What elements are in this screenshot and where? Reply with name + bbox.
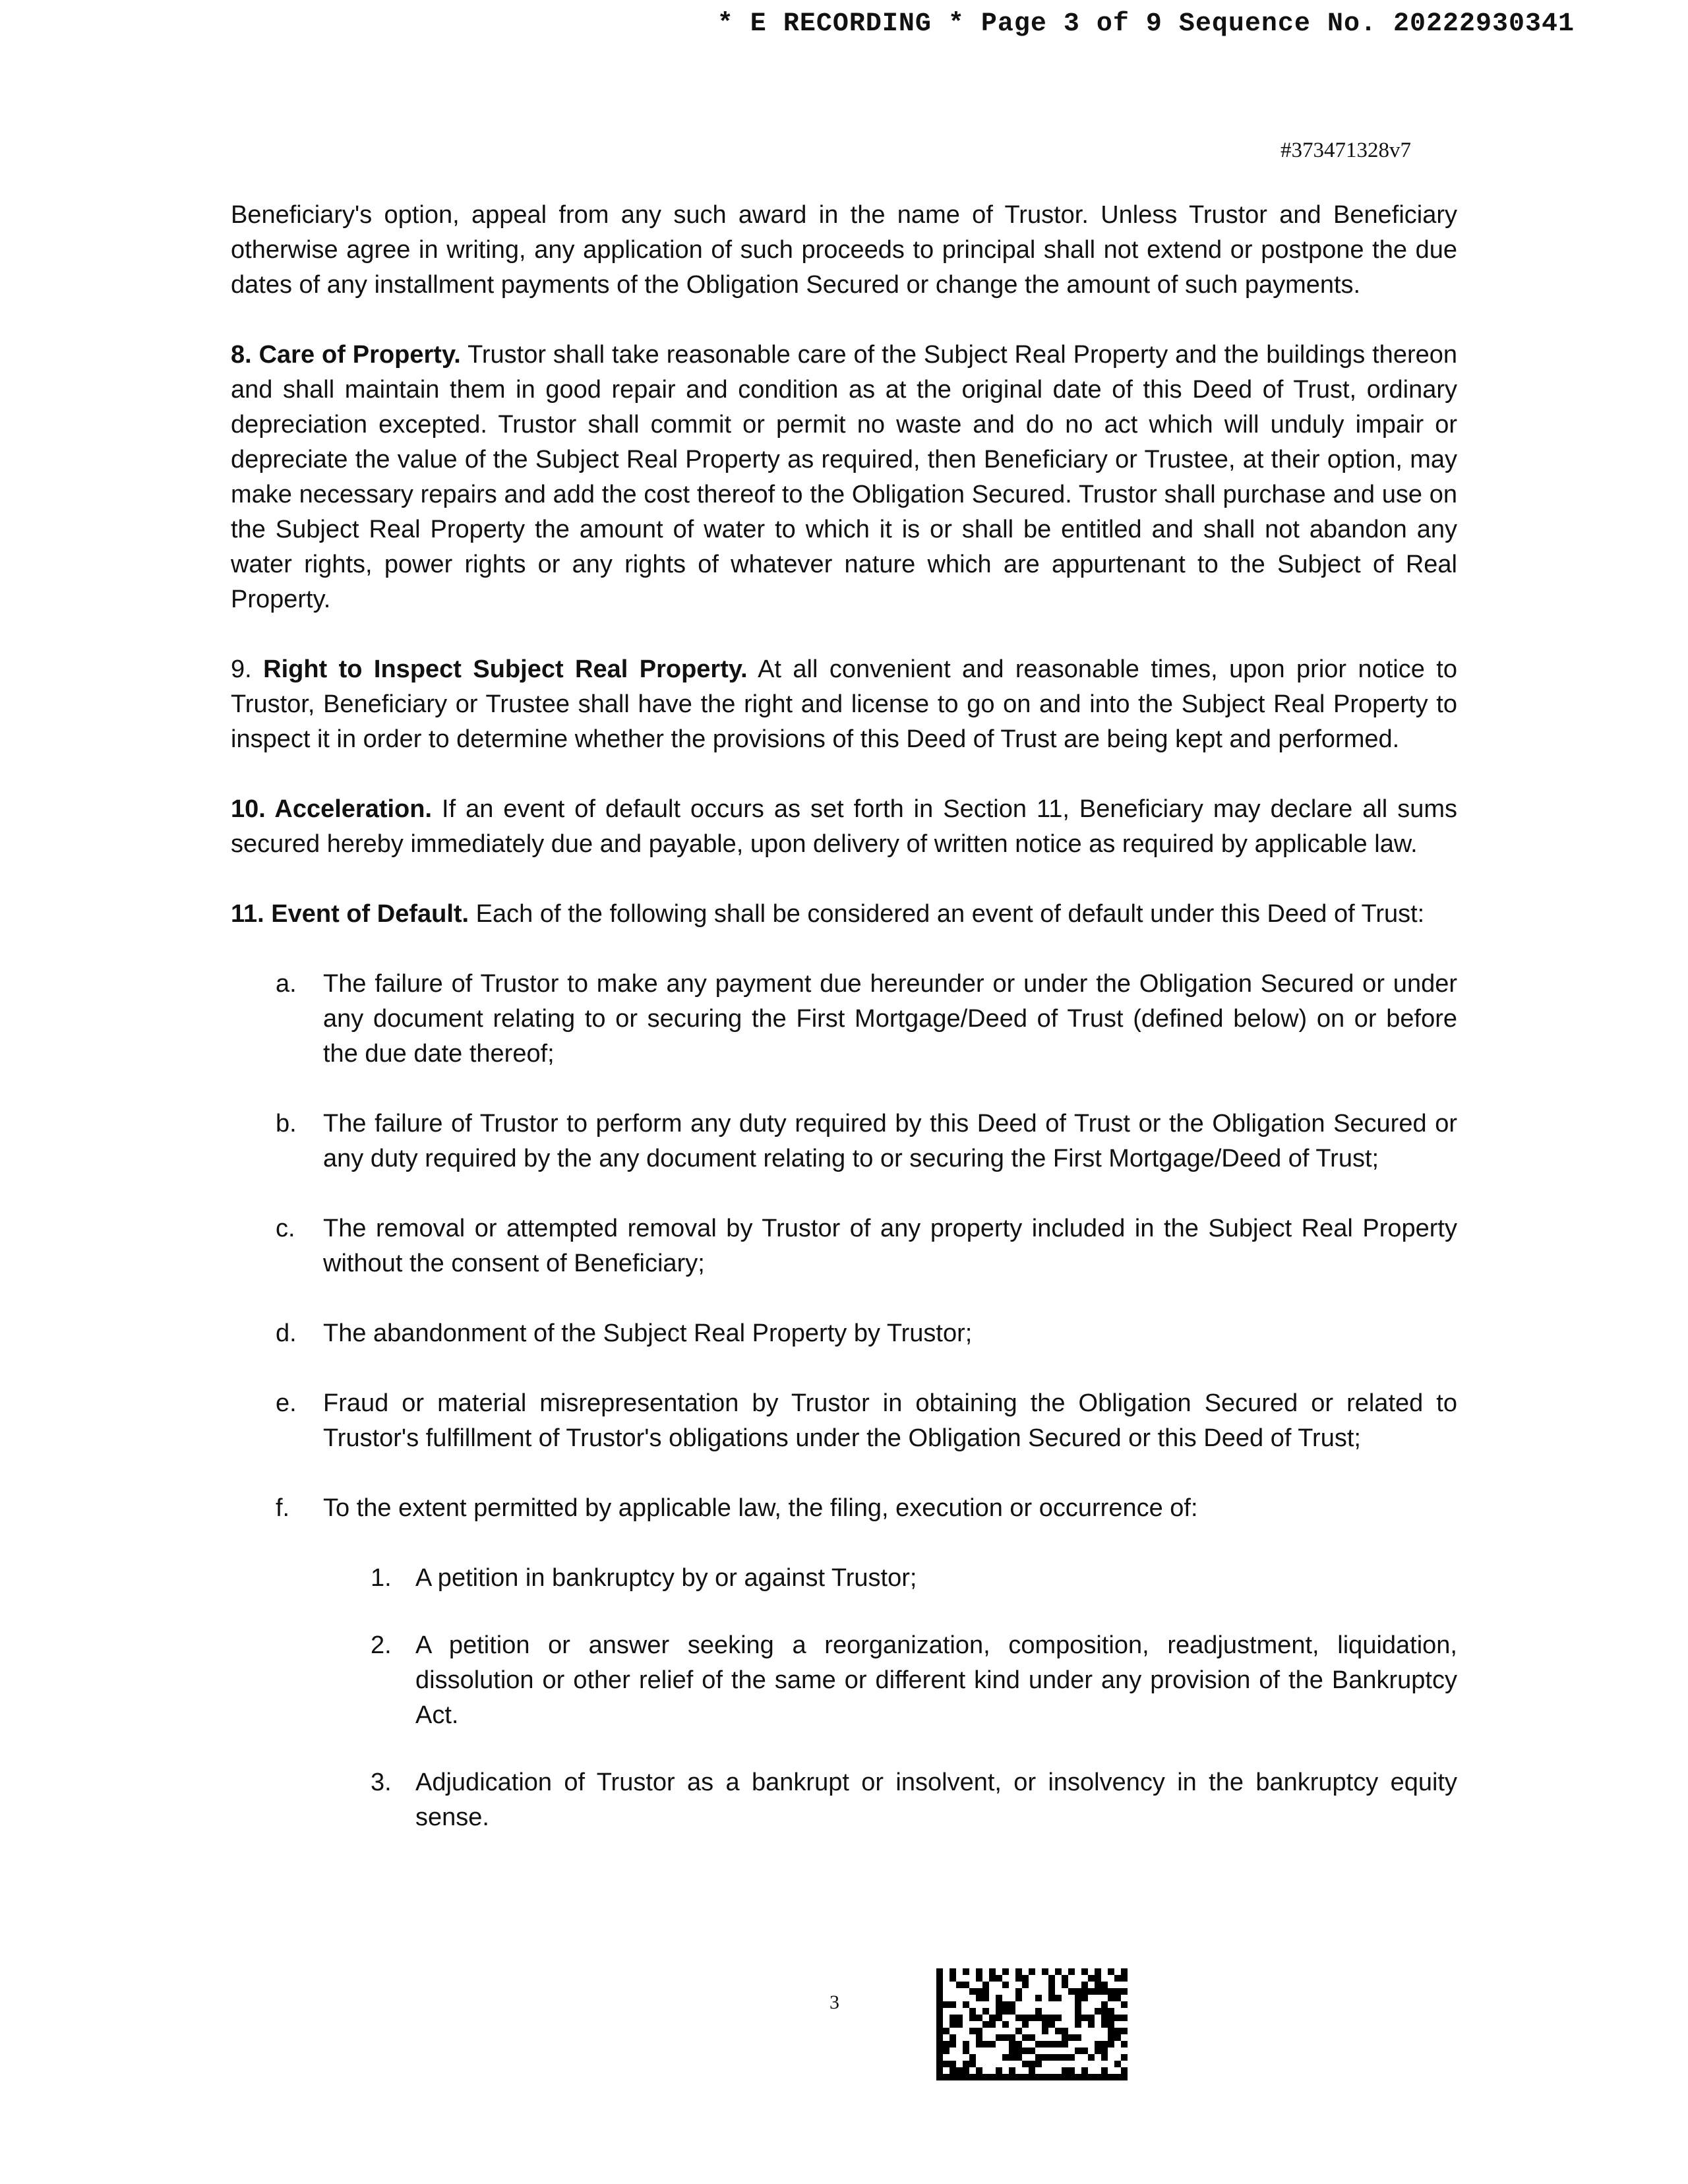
list-marker: d. (276, 1320, 297, 1347)
list-item-text: To the extent permitted by applicable law, the filing, execution or occurrence of: (323, 1494, 1198, 1522)
section-9 (231, 652, 1457, 757)
section-10 (231, 792, 1457, 862)
section-11 (231, 897, 1457, 932)
list-item-text: The failure of Trustor to perform any duty required by this Deed of Trust or the Obligation Secured or any duty required by the any document relating to or securing the First Mortgage/Deed of Trust; (323, 1110, 1457, 1172)
list-item (231, 1386, 1457, 1456)
document-id: #373471328v7 (1281, 138, 1411, 162)
list-item (231, 1211, 1457, 1281)
sublist-marker: 1. (371, 1564, 392, 1592)
intro-paragraph: Beneficiary's option, appeal from any such award in the name of Trustor. Unless Trustor and Beneficiary otherwise agree in writing, any application of such proceeds to principal shall not extend or postpone the due dates of any installment payments of the Obligation Secured or change the amount of such payments. (231, 201, 1457, 299)
sublist-item-text: Adjudication of Trustor as a bankrupt or insolvent, or insolvency in the bankruptcy equity sense. (415, 1769, 1457, 1831)
list-item-text: Fraud or material misrepresentation by Trustor in obtaining the Obligation Secured or related to Trustor's fulfillment of Trustor's obligations under the Obligation Secured or this Deed of Trust; (323, 1389, 1457, 1452)
bankruptcy-sublist (231, 1561, 1457, 1835)
page-number: 3 (829, 1991, 839, 2013)
section-heading: 8. Care of Property. (231, 341, 461, 369)
section-heading: 10. Acceleration. (231, 795, 433, 823)
default-events-list (231, 967, 1457, 1526)
section-heading: Right to Inspect Subject Real Property. (263, 655, 748, 683)
list-marker: b. (276, 1110, 297, 1138)
section-heading: 11. Event of Default. (231, 900, 469, 928)
list-item-text: The removal or attempted removal by Trustor of any property included in the Subject Real Property without the consent of Beneficiary; (323, 1215, 1457, 1277)
list-item (231, 1316, 1457, 1351)
list-item-text: The abandonment of the Subject Real Property by Trustor; (323, 1320, 973, 1347)
sublist-marker: 3. (371, 1769, 392, 1796)
sublist-item (231, 1561, 1457, 1596)
list-marker: f. (276, 1494, 290, 1522)
list-item-text: The failure of Trustor to make any payment due hereunder or under the Obligation Secured or under any document relating to or securing the First Mortgage/Deed of Trust (defined below) on or before the due date thereof; (323, 970, 1457, 1068)
list-item (231, 1107, 1457, 1176)
document-body (231, 198, 1457, 1867)
data-matrix-barcode-icon (936, 1968, 1128, 2080)
sublist-item-text: A petition or answer seeking a reorganization, composition, readjustment, liquidation, dissolution or other relief of the same or different kind under any provision of the Bankruptcy Act. (415, 1631, 1457, 1729)
sublist-marker: 2. (371, 1631, 392, 1659)
section-text: At all convenient and reasonable times, upon prior notice to Trustor, Beneficiary or Trustee shall have the right and license to go on and into the Subject Real Property to inspect it in order to determine whether the provisions of this Deed of Trust are being kept and performed. (231, 655, 1457, 753)
section-text: Trustor shall take reasonable care of the Subject Real Property and the buildings thereon and shall maintain them in good repair and condition as at the original date of this Deed of Trust, ordinary depreciation excepted. Trustor shall commit or permit no waste and do no act which will unduly impair or depreciate the value of the Subject Real Property as required, then Beneficiary or Trustee, at their option, may make necessary repairs and add the cost thereof to the Obligation Secured. Trustor shall purchase and use on the Subject Real Property the amount of water to which it is or shall be entitled and shall not abandon any water rights, power rights or any rights of whatever nature which are appurtenant to the Subject of Real Property. (231, 341, 1458, 613)
list-item (231, 1491, 1457, 1526)
section-text: If an event of default occurs as set forth in Section 11, Beneficiary may declare all sums secured hereby immediately due and payable, upon delivery of written notice as required by applicable law. (231, 795, 1458, 858)
list-marker: c. (276, 1215, 295, 1242)
sublist-item (231, 1628, 1457, 1733)
section-number: 9. (231, 655, 252, 683)
list-marker: e. (276, 1389, 297, 1417)
sublist-item-text: A petition in bankruptcy by or against Trustor; (415, 1564, 917, 1592)
section-text: Each of the following shall be considered an event of default under this Deed of Trust: (475, 900, 1425, 928)
list-item (231, 967, 1457, 1072)
recording-header: * E RECORDING * Page 3 of 9 Sequence No. 20222930341 (717, 9, 1575, 39)
sublist-item (231, 1765, 1457, 1835)
section-8 (231, 338, 1457, 617)
list-marker: a. (276, 970, 297, 998)
